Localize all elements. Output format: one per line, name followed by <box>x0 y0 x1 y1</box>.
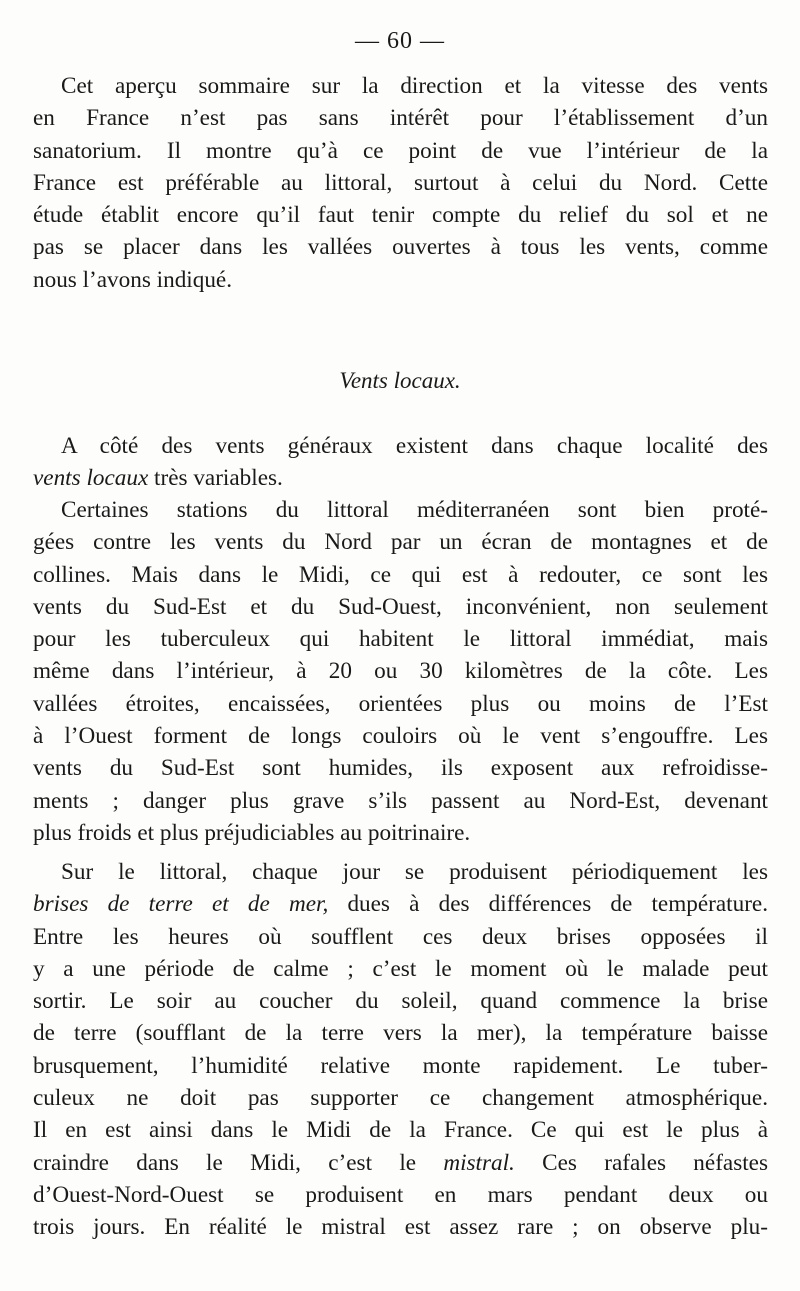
page-number: — 60 — <box>355 28 445 54</box>
text-line: vents du Sud-Est sont humides, ils exposent aux refroidisse- <box>33 755 768 782</box>
text-line: même dans l’intérieur, à 20 ou 30 kilomètres de la côte. Les <box>33 658 768 685</box>
text-line: Cet aperçu sommaire sur la direction et la vitesse des vents <box>61 73 768 99</box>
text-line: étude établit encore qu’il faut tenir compte du relief du sol et ne <box>33 202 768 229</box>
paragraph-3 <box>33 494 768 849</box>
text-line: y a une période de calme ; c’est le moment où le malade peut <box>33 955 768 982</box>
text-line: Certaines stations du littoral méditerranéen sont bien proté- <box>61 497 768 523</box>
text-line: en France n’est pas sans intérêt pour l’établissement d’un <box>33 105 768 132</box>
paragraph-2 <box>33 430 768 495</box>
text-line: sortir. Le soir au coucher du soleil, quand commence la brise <box>33 988 768 1015</box>
text-line: culeux ne doit pas supporter ce changement atmosphérique. <box>33 1085 768 1112</box>
text-line: de terre (soufflant de la terre vers la mer), la température baisse <box>33 1020 768 1047</box>
text-line: Sur le littoral, chaque jour se produisent périodiquement les <box>61 859 768 885</box>
text-line: vents du Sud-Est et du Sud-Ouest, inconvénient, non seulement <box>33 593 768 620</box>
text-line: vents locaux très variables. <box>33 465 283 492</box>
text-line: plus froids et plus préjudiciables au poitrinaire. <box>33 819 471 846</box>
paragraph-4 <box>33 856 768 1244</box>
text-line: pour les tuberculeux qui habitent le littoral immédiat, mais <box>33 626 768 653</box>
text-line: pas se placer dans les vallées ouvertes à tous les vents, comme <box>33 234 768 261</box>
text-line: A côté des vents généraux existent dans chaque localité des <box>61 433 768 459</box>
text-line: nous l’avons indiqué. <box>33 266 233 293</box>
section-heading: Vents locaux. <box>339 368 461 393</box>
text-line: brusquement, l’humidité relative monte rapidement. Le tuber- <box>33 1052 768 1079</box>
paragraph-1 <box>33 70 768 296</box>
italic-term: vents locaux <box>33 465 149 492</box>
text-line: à l’Ouest forment de longs couloirs où le vent s’engouffre. Les <box>33 723 768 750</box>
text-line: d’Ouest-Nord-Ouest se produisent en mars pendant deux ou <box>33 1181 768 1208</box>
text-line: trois jours. En réalité le mistral est assez rare ; on observe plu- <box>33 1214 768 1241</box>
text-line: gées contre les vents du Nord par un écran de montagnes et de <box>33 529 768 556</box>
text-line: collines. Mais dans le Midi, ce qui est à redouter, ce sont les <box>33 561 768 588</box>
text-line: ments ; danger plus grave s’ils passent au Nord-Est, devenant <box>33 787 768 814</box>
italic-term: brises de terre et de mer, <box>33 891 329 918</box>
text-line: craindre dans le Midi, c’est le mistral. Ces rafales néfastes <box>33 1149 768 1176</box>
text-line: Il en est ainsi dans le Midi de la France. Ce qui est le plus à <box>33 1117 768 1144</box>
text-line: France est préférable au littoral, surtout à celui du Nord. Cette <box>33 169 768 196</box>
text-line: sanatorium. Il montre qu’à ce point de vue l’intérieur de la <box>33 137 768 164</box>
text-line: brises de terre et de mer, dues à des différences de température. <box>33 891 768 918</box>
text-line: vallées étroites, encaissées, orientées plus ou moins de l’Est <box>33 690 768 717</box>
italic-term: mistral. <box>443 1149 515 1176</box>
text-line: Entre les heures où soufflent ces deux brises opposées il <box>33 923 768 950</box>
